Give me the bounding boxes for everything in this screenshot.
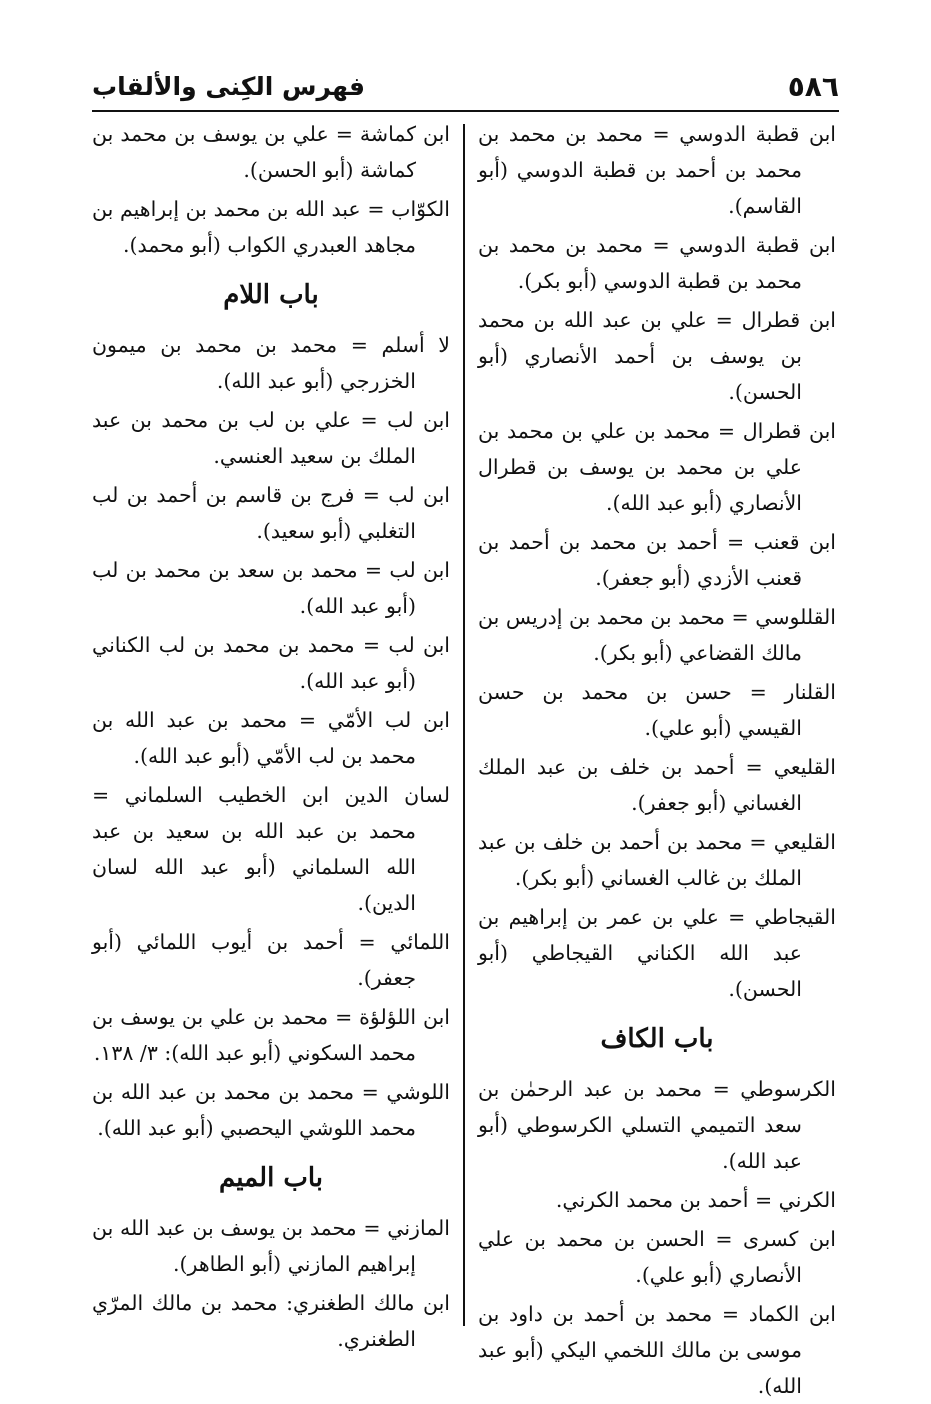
index-entry: ابن قعنب = أحمد بن محمد بن أحمد بن قعنب الأزدي (أبو جعفر). [478, 530, 836, 590]
index-entry: ابن لب = فرج بن قاسم بن أحمد بن لب التغلبي (أبو سعيد). [92, 483, 450, 543]
index-entry: القلنار = حسن بن محمد بن حسن القيسي (أبو علي). [478, 680, 836, 740]
index-entry: القليعي = محمد بن أحمد بن خلف بن عبد الملك بن غالب الغساني (أبو بكر). [478, 830, 836, 890]
index-entry: ابن اللؤلؤة = محمد بن علي بن يوسف بن محمد السكوني (أبو عبد الله): ٣/ ١٣٨. [92, 1005, 450, 1065]
index-entry: المازني = محمد بن يوسف بن عبد الله بن إبراهيم المازني (أبو الطاهر). [92, 1216, 450, 1276]
index-entry: اللوشي = محمد بن محمد بن عبد الله بن محمد اللوشي اليحصبي (أبو عبد الله). [92, 1080, 450, 1140]
section-heading-mim: باب الميم [218, 1163, 323, 1193]
index-entry: ابن قطبة الدوسي = محمد بن محمد بن محمد بن أحمد بن قطبة الدوسي (أبو القاسم). [478, 122, 836, 218]
index-entry: ابن كماشة = علي بن يوسف بن محمد بن كماشة (أبو الحسن). [92, 122, 450, 182]
index-entry: ابن لب = محمد بن محمد بن لب الكناني (أبو عبد الله). [92, 633, 450, 693]
index-entry: ابن لب = محمد بن سعد بن محمد بن لب (أبو عبد الله). [92, 558, 450, 618]
index-entry: ابن لب = علي بن لب بن محمد بن عبد الملك بن سعيد العنسي. [92, 408, 450, 468]
index-entry: ابن قطرال = علي بن عبد الله بن محمد بن يوسف بن أحمد الأنصاري (أبو الحسن). [478, 308, 836, 404]
right-entries-b [478, 1071, 836, 1404]
index-entry: القللوسي = محمد بن محمد بن إدريس بن مالك القضاعي (أبو بكر). [478, 605, 836, 665]
section-heading-kaf: باب الكاف [600, 1024, 714, 1054]
index-entry: ابن الكماد = محمد بن أحمد بن داود بن موسى بن مالك اللخمي اليكي (أبو عبد الله). [478, 1302, 836, 1398]
index-entry: القيجاطي = علي بن عمر بن إبراهيم بن عبد الله الكناني القيجاطي (أبو الحسن). [478, 905, 836, 1001]
index-entry: الكوّاب = عبد الله بن محمد بن إبراهيم بن مجاهد العبدري الكواب (أبو محمد). [92, 197, 450, 257]
left-entries-c [92, 1210, 450, 1357]
index-entry: ابن قطرال = محمد بن علي بن محمد بن علي بن محمد بن يوسف بن قطرال الأنصاري (أبو عبد الله). [478, 419, 836, 515]
left-column [92, 116, 450, 1350]
index-entry: لسان الدين ابن الخطيب السلماني = محمد بن عبد الله بن سعيد بن عبد الله السلماني (أبو عبد الله لسان الدين). [92, 783, 450, 915]
column-divider [463, 124, 465, 1326]
running-title: فهرس الكِنى والألقاب [92, 71, 365, 101]
index-entry: ابن لب الأمّي = محمد بن عبد الله بن محمد بن لب الأمّي (أبو عبد الله). [92, 708, 450, 768]
index-entry: ابن كسرى = الحسن بن محمد بن علي الأنصاري (أبو علي). [478, 1227, 836, 1287]
page-number: ٥٨٦ [787, 69, 839, 103]
index-entry: اللمائي = أحمد بن أيوب اللمائي (أبو جعفر). [92, 930, 450, 990]
index-entry: ابن قطبة الدوسي = محمد بن محمد بن محمد بن قطبة الدوسي (أبو بكر). [478, 233, 836, 293]
index-entry: الكرسوطي = محمد بن عبد الرحمٰن بن سعد التميمي التسلي الكرسوطي (أبو عبد الله). [478, 1077, 836, 1173]
right-entries-a [478, 116, 836, 1007]
index-columns [92, 116, 836, 1398]
left-entries-a [92, 116, 450, 263]
page-header [92, 62, 839, 112]
section-heading-lam: باب اللام [223, 280, 319, 310]
index-entry: لا أسلم = محمد بن محمد بن ميمون الخزرجي (أبو عبد الله). [92, 333, 450, 393]
index-entry: الكرني = أحمد بن محمد الكرني. [555, 1188, 836, 1212]
right-column [478, 116, 836, 1398]
left-entries-b [92, 327, 450, 1146]
index-entry: ابن مالك الطغنري: محمد بن مالك المرّي الطغنري. [92, 1291, 450, 1351]
index-entry: القليعي = أحمد بن خلف بن عبد الملك الغساني (أبو جعفر). [478, 755, 836, 815]
